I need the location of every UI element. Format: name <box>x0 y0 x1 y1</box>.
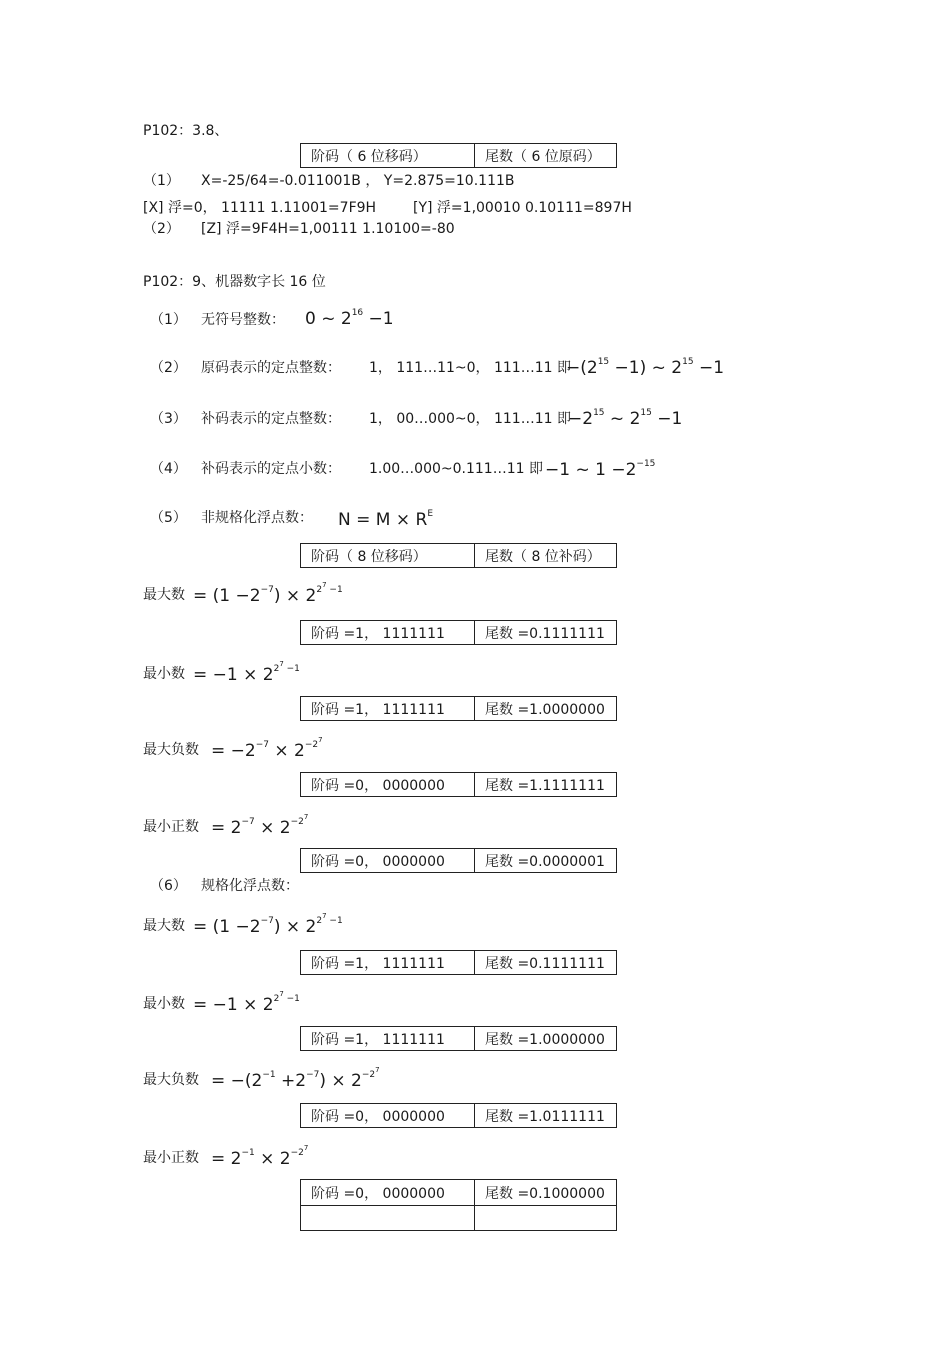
min-positive-label: 最小正数 <box>143 819 199 835</box>
section-heading-3-8: P102：3.8、 <box>143 123 229 139</box>
min-positive-formula: = $2^{-7} \times 2^{-2^7}$ <box>211 813 309 838</box>
exponent-cell: 阶码 =1， 1111111 <box>301 697 475 720</box>
item-number: （2） <box>150 360 187 376</box>
min-number-label: 最小数 <box>143 666 185 682</box>
exponent-cell: 阶码 =0， 0000000 <box>301 1104 475 1127</box>
exponent-cell: 阶码 =1， 1111111 <box>301 621 475 644</box>
format-header-box-6bit <box>300 143 617 168</box>
mantissa-cell: 尾数 =1.0000000 <box>485 1031 605 1048</box>
mantissa-cell: 尾数 =0.0000001 <box>485 853 605 870</box>
min-positive-label: 最小正数 <box>143 1150 199 1166</box>
item-range: 1， 00…000~0， 111…11 即 <box>369 411 571 427</box>
x-float-line: [X] 浮=0， 11111 1.11001=7F9H <box>143 200 377 216</box>
exponent-cell: 阶码 =0， 0000000 <box>301 849 475 872</box>
max-negative-box <box>300 1103 617 1128</box>
max-negative-formula: = $-(2^{-1} +2^{-7}) \times 2^{-2^7}$ <box>211 1066 380 1091</box>
max-number-label: 最大数 <box>143 918 185 934</box>
exponent-cell: 阶码 =0， 0000000 <box>301 1180 475 1205</box>
sign-magnitude-int-formula: $-(2^{15} -1)$ ~ $2^{15} -1$ <box>566 357 725 378</box>
min-number-formula: = $-1 \times 2^{2^7 -1}$ <box>193 990 300 1015</box>
mantissa-cell: 尾数 =0.1000000 <box>485 1185 605 1202</box>
mantissa-cell: 尾数 =1.1111111 <box>485 777 605 794</box>
max-number-box <box>300 950 617 975</box>
max-negative-formula: = $-2^{-7} \times 2^{-2^7}$ <box>211 736 323 761</box>
min-number-box <box>300 1026 617 1051</box>
mantissa-cell: 尾数 =0.1111111 <box>485 955 605 972</box>
mantissa-cell: 尾数 =0.1111111 <box>485 625 605 642</box>
item-label: 规格化浮点数： <box>201 878 299 894</box>
min-positive-box <box>300 1179 617 1231</box>
y-float-line: [Y] 浮=1,00010 0.10111=897H <box>413 200 632 216</box>
z-float-line: [Z] 浮=9F4H=1,00111 1.10100=-80 <box>201 221 455 237</box>
min-positive-formula: = $2^{-1} \times 2^{-2^7}$ <box>211 1144 309 1169</box>
item-number: （1） <box>143 173 180 189</box>
unsigned-range-formula: 0 ~ $2^{16} -1$ <box>305 308 394 329</box>
max-number-box <box>300 620 617 645</box>
mantissa-cell: 尾数（ 8 位补码） <box>485 548 601 565</box>
float-definition-formula: $N = M \times R^E$ <box>338 509 433 530</box>
min-positive-box <box>300 848 617 873</box>
item-label: 非规格化浮点数： <box>201 510 313 526</box>
mantissa-cell: 尾数 =1.0000000 <box>485 701 605 718</box>
max-negative-label: 最大负数 <box>143 742 199 758</box>
mantissa-cell: 尾数 =1.0111111 <box>485 1108 605 1125</box>
exponent-cell: 阶码 =0， 0000000 <box>301 773 475 796</box>
mantissa-cell: 尾数（ 6 位原码） <box>485 148 601 165</box>
item-number: （6） <box>150 878 187 894</box>
section-heading-9: P102：9、机器数字长 16 位 <box>143 274 326 290</box>
format-header-box-8bit <box>300 543 617 568</box>
exponent-cell: 阶码 =1， 1111111 <box>301 1027 475 1050</box>
min-number-box <box>300 696 617 721</box>
item-range: 1， 111…11~0， 111…11 即 <box>369 360 571 376</box>
twos-complement-int-formula: $-2^{15}$ ~ $2^{15} -1$ <box>568 408 683 429</box>
min-number-label: 最小数 <box>143 996 185 1012</box>
max-number-formula: = $(1 -2^{-7}) \times 2^{2^7 -1}$ <box>193 912 343 937</box>
exponent-cell: 阶码 =1， 1111111 <box>301 951 475 974</box>
xy-values-line: X=-25/64=-0.011001B ， Y=2.875=10.111B <box>201 173 515 189</box>
exponent-cell: 阶码（ 8 位移码） <box>301 544 475 567</box>
max-number-formula: = $(1 -2^{-7}) \times 2^{2^7 -1}$ <box>193 581 343 606</box>
item-number: （4） <box>150 461 187 477</box>
item-label: 补码表示的定点小数： <box>201 461 341 477</box>
max-negative-label: 最大负数 <box>143 1072 199 1088</box>
item-number: （5） <box>150 510 187 526</box>
item-number: （3） <box>150 411 187 427</box>
item-number: （1） <box>150 312 187 328</box>
item-label: 无符号整数： <box>201 312 285 328</box>
item-label: 补码表示的定点整数： <box>201 411 341 427</box>
twos-complement-frac-formula: −1 ~ $1 -2^{-15}$ <box>545 459 656 480</box>
item-label: 原码表示的定点整数： <box>201 360 341 376</box>
item-range: 1.00…000~0.111…11 即 <box>369 461 543 477</box>
empty-cell <box>475 1205 616 1230</box>
item-number: （2） <box>143 221 180 237</box>
empty-cell <box>301 1205 475 1230</box>
max-negative-box <box>300 772 617 797</box>
max-number-label: 最大数 <box>143 587 185 603</box>
exponent-cell: 阶码（ 6 位移码） <box>301 144 475 167</box>
min-number-formula: = $-1 \times 2^{2^7 -1}$ <box>193 660 300 685</box>
